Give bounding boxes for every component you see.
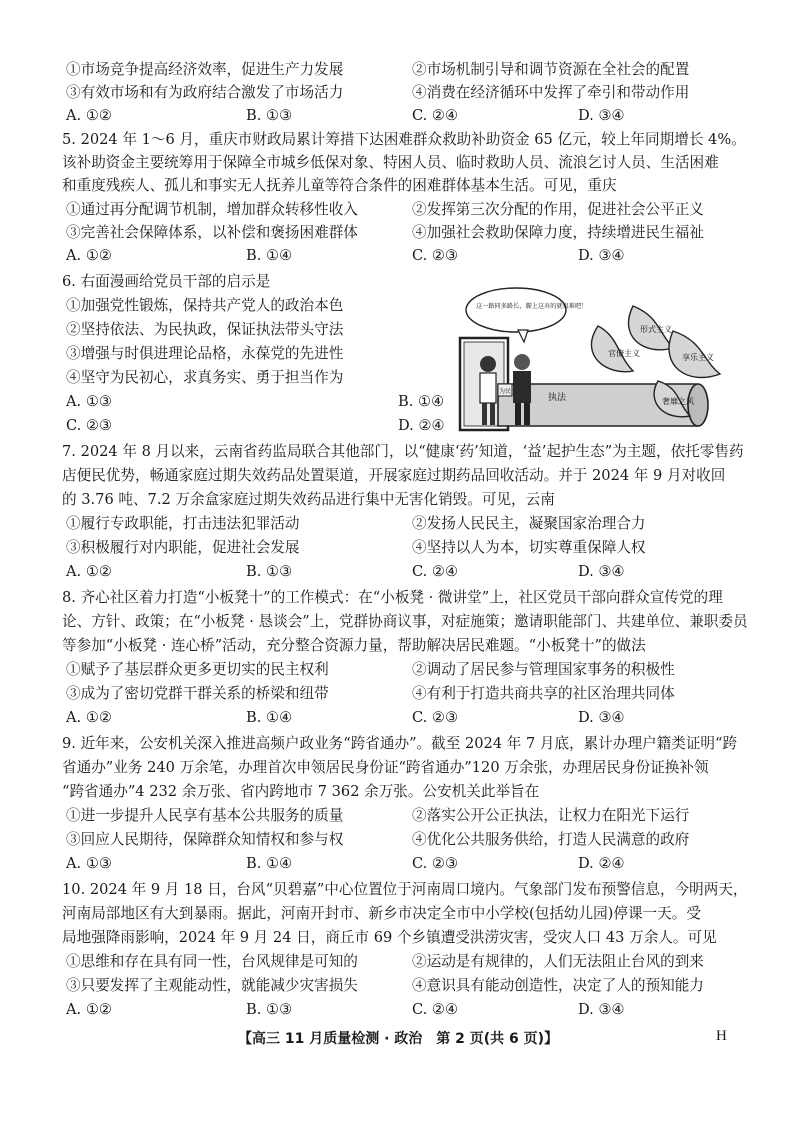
q6-answer-d: D. ②④: [398, 417, 445, 434]
q5-stem-line3: 和重度残疾人、孤儿和事实无人抚养儿童等符合条件的困难群体基本生活。可见，重庆: [62, 177, 617, 194]
answer-d: D. ③④: [578, 107, 625, 124]
q5-option-2: ②发挥第三次分配的作用，促进社会公平正义: [412, 201, 704, 218]
cartoon-illustration: [458, 276, 734, 434]
q6-answer-b: B. ①④: [398, 393, 445, 410]
q6-answer-a: A. ①③: [66, 393, 112, 410]
option-2: ②市场机制引导和调节资源在全社会的配置: [412, 61, 690, 78]
figure-2-leg: [515, 403, 521, 425]
q5-option-4: ④加强社会救助保障力度，持续增进民生福祉: [412, 224, 704, 241]
q8-answer-b: B. ①④: [246, 709, 293, 726]
q7-answer-b: B. ①③: [246, 563, 293, 580]
q8-stem-line1: 8. 齐心社区着力打造“小板凳十”的工作模式：在“小板凳 · 微讲堂”上，社区党员干部向群众宣传党的理: [62, 589, 723, 606]
q10-answer-d: D. ③④: [578, 1001, 625, 1018]
q7-option-2: ②发扬人民民主，凝聚国家治理合力: [412, 515, 646, 532]
q8-answer-d: D. ③④: [578, 709, 625, 726]
q7-option-3: ③积极履行对内职能，促进社会发展: [66, 539, 300, 556]
q7-answer-a: A. ①②: [66, 563, 112, 580]
option-1: ①市场竞争提高经济效率，促进生产力发展: [66, 61, 344, 78]
figure-1-leg: [482, 403, 487, 425]
tag-4: 奢靡之风: [662, 397, 694, 406]
figure-2-head: [514, 354, 530, 370]
q8-option-2: ②调动了居民参与管理国家事务的积极性: [412, 661, 675, 678]
q9-stem-line2: 省通办”业务 240 万余笔，办理首次申领居民身份证“跨省通办”120 万余张，办理居民身份证换补领: [62, 759, 709, 776]
speech-bubble: [466, 288, 566, 332]
q7-stem-line2: 店便民优势，畅通家庭过期失效药品处置渠道，开展家庭过期药品回收活动。并于 2024 年 9 月对收回: [62, 467, 726, 484]
q9-option-1: ①进一步提升人民享有基本公共服务的质量: [66, 807, 344, 824]
q9-option-4: ④优化公共服务供给，打造人民满意的政府: [412, 831, 690, 848]
q6-stem: 6. 右面漫画给党员干部的启示是: [62, 273, 271, 290]
option-3: ③有效市场和有为政府结合激发了市场活力: [66, 84, 344, 101]
gate-text: 执法: [548, 393, 567, 403]
q10-stem-line3: 局地强降雨影响，2024 年 9 月 24 日，商丘市 69 个乡镇遭受洪涝灾害，受灾人口 43 万余人。可见: [62, 929, 717, 946]
figure-1-body: [480, 373, 496, 403]
tag-2: 形式主义: [640, 325, 672, 334]
q9-answer-d: D. ②④: [578, 855, 625, 872]
figure-1-head: [480, 356, 496, 372]
q5-stem-line1: 5. 2024 年 1～6 月，重庆市财政局累计筹措下达困难群众救助补助资金 65 亿元，较上年同期增长 4%。: [62, 131, 746, 148]
q9-answer-a: A. ①③: [66, 855, 112, 872]
q9-answer-c: C. ②③: [412, 855, 459, 872]
q7-stem-line3: 的 3.76 吨、7.2 万余盒家庭过期失效药品进行集中无害化销毁。可见，云南: [62, 491, 555, 508]
q10-option-3: ③只要发挥了主观能动性，就能减少灾害损失: [66, 977, 358, 994]
footer-title: 【高三 11 月质量检测 · 政治 第 2 页(共 6 页)】: [238, 1031, 559, 1047]
answer-c: C. ②④: [412, 107, 459, 124]
q9-option-3: ③回应人民期待，保障群众知情权和参与权: [66, 831, 344, 848]
q8-stem-line3: 等参加“小板凳 · 连心桥”活动，充分整合资源力量，帮助解决居民难题。“小板凳十”的做法: [62, 637, 646, 654]
q9-stem-line1: 9. 近年来，公安机关深入推进高频户政业务“跨省通办”。截至 2024 年 7 月底，累计办理户籍类证明“跨: [62, 735, 738, 752]
q10-option-1: ①思维和存在具有同一性，台风规律是可知的: [66, 953, 358, 970]
q6-option-1: ①加强党性锻炼，保持共产党人的政治本色: [66, 297, 344, 314]
q5-answer-a: A. ①②: [66, 247, 112, 264]
q10-stem-line2: 河南局部地区有大到暴雨。据此，河南开封市、新乡市决定全市中小学校(包括幼儿园)停课一天。受: [62, 905, 701, 922]
answer-b: B. ①③: [246, 107, 293, 124]
q9-option-2: ②落实公开公正执法，让权力在阳光下运行: [412, 807, 690, 824]
figure-2-leg: [524, 403, 530, 425]
q10-answer-b: B. ①③: [246, 1001, 293, 1018]
q8-answer-a: A. ①②: [66, 709, 112, 726]
q7-stem-line1: 7. 2024 年 8 月以来，云南省药监局联合其他部门，以“健康‘药’知道，‘益’起护生态”为主题，依托零售药: [62, 443, 744, 460]
bubble-tail: [518, 330, 528, 342]
sign-text: 为民: [499, 388, 512, 395]
q6-option-4: ④坚守为民初心，求真务实、勇于担当作为: [66, 369, 344, 386]
q7-answer-c: C. ②④: [412, 563, 459, 580]
tag-1: 官僚主义: [608, 349, 640, 358]
q6-option-2: ②坚持依法、为民执政，保证执法带头守法: [66, 321, 344, 338]
q8-option-4: ④有利于打造共商共享的社区治理共同体: [412, 685, 675, 702]
footer-mark: H: [716, 1028, 727, 1044]
q5-answer-d: D. ③④: [578, 247, 625, 264]
q5-answer-b: B. ①④: [246, 247, 293, 264]
q9-answer-b: B. ①④: [246, 855, 293, 872]
q7-answer-d: D. ③④: [578, 563, 625, 580]
q5-option-3: ③完善社会保障体系，以补偿和褒扬困难群体: [66, 224, 358, 241]
q10-option-4: ④意识具有能动创造性，决定了人的预知能力: [412, 977, 704, 994]
q8-answer-c: C. ②③: [412, 709, 459, 726]
q6-option-3: ③增强与时俱进理论品格，永葆党的先进性: [66, 345, 344, 362]
answer-a: A. ①②: [66, 107, 112, 124]
option-4: ④消费在经济循环中发挥了牵引和带动作用: [412, 84, 690, 101]
q10-stem-line1: 10. 2024 年 9 月 18 日，台风“贝碧嘉”中心位置位于河南周口境内。气象部门发布预警信息，今明两天，: [62, 881, 748, 898]
figure-2-body: [513, 371, 531, 403]
q5-stem-line2: 该补助资金主要统筹用于保障全市城乡低保对象、特困人员、临时救助人员、流浪乞讨人员、生活困难: [62, 154, 719, 171]
q10-answer-c: C. ②④: [412, 1001, 459, 1018]
figure-1-leg: [490, 403, 495, 425]
q8-stem-line2: 论、方针、政策；在“小板凳 · 恳谈会”上，党群协商议事，对症施策；邀请职能部门、共建单位、兼职委员: [62, 613, 748, 630]
q5-answer-c: C. ②③: [412, 247, 459, 264]
q8-option-1: ①赋予了基层群众更多更切实的民主权利: [66, 661, 329, 678]
q8-option-3: ③成为了密切党群干群关系的桥梁和纽带: [66, 685, 329, 702]
q7-option-1: ①履行专政职能，打击违法犯罪活动: [66, 515, 300, 532]
q7-option-4: ④坚持以人为本，切实尊重保障人权: [412, 539, 646, 556]
q10-option-2: ②运动是有规律的，人们无法阻止台风的到来: [412, 953, 704, 970]
q9-stem-line3: “跨省通办”4 232 余万张、省内跨地市 7 362 余万张。公安机关此举旨在: [62, 783, 540, 800]
tag-3: 享乐主义: [682, 353, 714, 362]
q10-answer-a: A. ①②: [66, 1001, 112, 1018]
q5-option-1: ①通过再分配调节机制，增加群众转移性收入: [66, 201, 358, 218]
q6-answer-c: C. ②③: [66, 417, 113, 434]
bubble-text: 这一路同多路长，脚上这弃的就很难吧！: [476, 303, 588, 310]
